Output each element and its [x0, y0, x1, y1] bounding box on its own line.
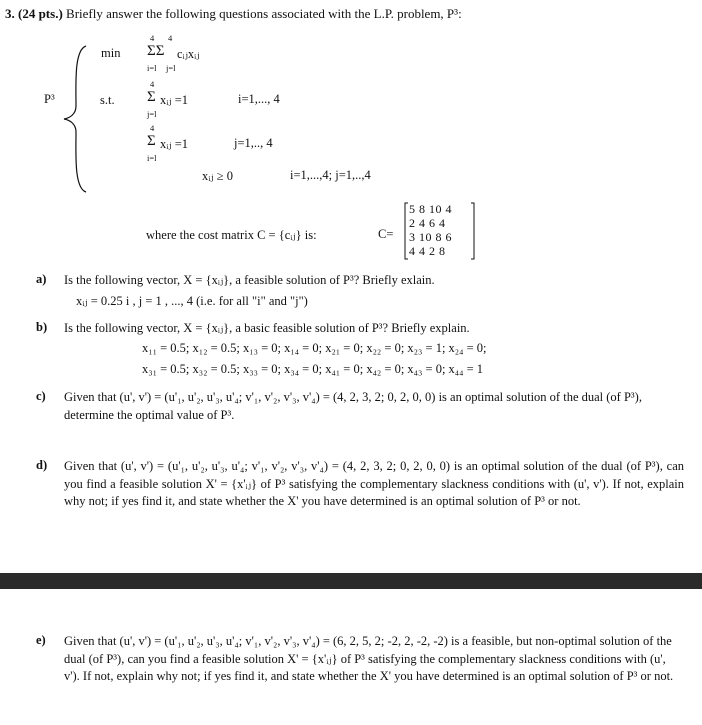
- cost-matrix: [404, 202, 475, 260]
- left-brace: [60, 44, 92, 194]
- sigma-icon: Σ: [147, 89, 156, 105]
- question-a-label: a): [36, 272, 47, 286]
- question-a-text: Is the following vector, X = {xᵢⱼ}, a feasible solution of P³? Briefly exlain.: [64, 273, 435, 287]
- constraint1-range: i=1,..., 4: [238, 92, 280, 106]
- question-b-vector-line2: x₃₁ = 0.5; x₃₂ = 0.5; x₃₃ = 0; x₃₄ = 0; x₄₁ = 0; x₄₂ = 0; x₄₃ = 0; x₄₄ = 1: [142, 362, 484, 376]
- question-d-label: d): [36, 458, 48, 472]
- objective-term: cᵢⱼxᵢⱼ: [177, 47, 200, 61]
- lp-label: P³: [44, 92, 55, 106]
- matrix-row: 4 4 2 8: [409, 244, 446, 258]
- min-label: min: [101, 46, 121, 60]
- constraint2-range: j=1,.., 4: [234, 136, 273, 150]
- constraint1-term: xᵢⱼ =1: [160, 93, 189, 107]
- obj-upper-i: 4: [150, 33, 155, 43]
- question-b-label: b): [36, 320, 48, 334]
- sigma-icon: ΣΣ: [147, 43, 165, 59]
- c2-upper: 4: [150, 123, 155, 133]
- c2-lower: i=l: [147, 153, 157, 163]
- st-label: s.t.: [100, 93, 115, 107]
- nonneg-range: i=1,...,4; j=1,..,4: [290, 168, 371, 182]
- cost-matrix-caption: where the cost matrix C = {cᵢⱼ} is:: [146, 228, 317, 242]
- question-c-text: Given that (u', v') = (u'₁, u'₂, u'₃, u'₄; v'₁, v'₂, v'₃, v'₄) = (4, 2, 3, 2; 0, 2, 0, 0) is an optimal solution of the dual (of P³), determine the optimal value of P³.: [64, 390, 642, 422]
- problem-number: 3. (24 pts.): [5, 6, 63, 21]
- matrix-row: 5 8 10 4: [409, 202, 452, 216]
- obj-upper-j: 4: [168, 33, 173, 43]
- page-divider: [0, 573, 702, 589]
- question-e-text: Given that (u', v') = (u'₁, u'₂, u'₃, u'₄; v'₁, v'₂, v'₃, v'₄) = (6, 2, 5, 2; -2, 2, -2, -2) is a feasible, but non-optimal solution of the dual (of P³), can you find a feasible solution X' = {x'ᵢⱼ} of P³ satisfying the complementary slackness conditions with (u', v'). If not, explain why not; if yes find it, and state whether the X' you have determined is an optimal solution of P³ or not.: [64, 634, 674, 683]
- question-d-text: Given that (u', v') = (u'₁, u'₂, u'₃, u'₄; v'₁, v'₂, v'₃, v'₄) = (4, 2, 3, 2; 0, 2, 0, 0) is an optimal solution of the dual (of P³), can you find a feasible solution X' = {x'ᵢⱼ} of P³ satisfying the complementary slackness conditions with (u', v'). If not, explain why not; if yes find it, and state whether the X' you have determined is an optimal solution of P³ or not.: [64, 459, 684, 508]
- question-b-vector-line1: x₁₁ = 0.5; x₁₂ = 0.5; x₁₃ = 0; x₁₄ = 0; x₂₁ = 0; x₂₂ = 0; x₂₃ = 1; x₂₄ = 0;: [142, 341, 487, 355]
- c1-lower: j=l: [147, 109, 157, 119]
- c1-upper: 4: [150, 79, 155, 89]
- obj-lower-j: j=l: [166, 63, 176, 73]
- sigma-icon: Σ: [147, 133, 156, 149]
- cost-matrix-symbol: C=: [378, 227, 394, 241]
- nonneg-constraint: xᵢⱼ ≥ 0: [202, 169, 233, 183]
- question-e-label: e): [36, 633, 46, 647]
- question-c-label: c): [36, 389, 46, 403]
- matrix-row: 2 4 6 4: [409, 216, 446, 230]
- question-b-text: Is the following vector, X = {xᵢⱼ}, a basic feasible solution of P³? Briefly explain.: [64, 321, 470, 335]
- question-a-vector: xᵢⱼ = 0.25 i , j = 1 , ..., 4 (i.e. for all "i" and "j"): [76, 294, 308, 308]
- problem-intro: Briefly answer the following questions associated with the L.P. problem, P³:: [62, 6, 462, 21]
- problem-title: [5, 6, 462, 22]
- obj-lower-i: i=l: [147, 63, 157, 73]
- constraint2-term: xᵢⱼ =1: [160, 137, 189, 151]
- matrix-row: 3 10 8 6: [409, 230, 452, 244]
